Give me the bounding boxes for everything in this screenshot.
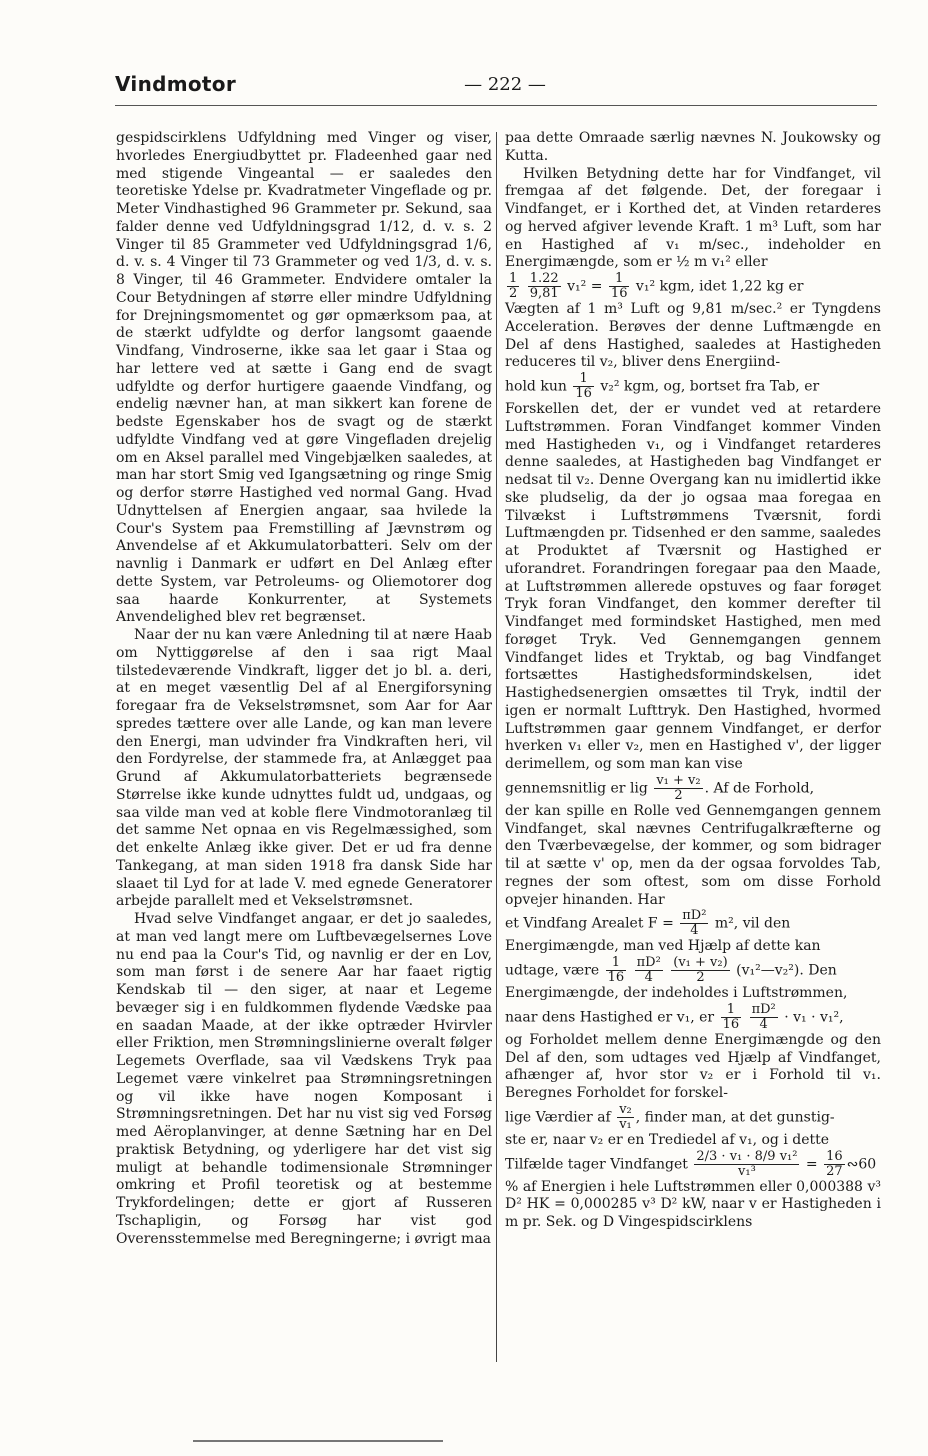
right-column [505, 130, 881, 1232]
fraction: $\frac{1}{16}$ [607, 955, 625, 985]
formula-line [505, 372, 881, 401]
paragraph: og Forholdet mellem denne Energimængde og den Del af den, som udtages ved Hjælp af Vindfanget, afhænger af, hvor stor v₂ er i Forhold til v₁. Beregnes Forholdet for forskel- [505, 1031, 881, 1101]
paragraph: Vægten af 1 m³ Luft og 9,81 m/sec.² er Tyngdens Acceleration. Berøves der denne Luftmængde en Del af dens Hastighed, saaledes at Hastigheden reduceres til v₂, bliver dens Energiind- [505, 301, 881, 371]
formula-text: Tilfælde tager Vindfanget [505, 1156, 688, 1172]
paragraph: Forskellen det, der er vundet ved at retardere Luftstrømmen. Foran Vindfanget kommer Vinden med Hastigheden v₁, og i Vindfanget retarderes denne saaledes, at Hastigheden bag Vindfanget er nedsat til v₂. Denne Overgang kan nu imidlertid ikke ske pludselig, da der jo ogsaa maa foregaa en Tilvækst i Luftstrømmens Tværsnit, fordi Luftmængden pr. Tidsenhed er den samme, saaledes at Produktet af Tværsnit og Hastighed er uforandret. Forandringen foregaar paa den Maade, at Luftstrømmen allerede opstuves og faar forøget Tryk foran Vindfanget, den kommer derefter til Vindfanget med formindsket Hastighed, men med forøget Tryk. Ved Gennemgangen gennem Vindfanget lides et Tryktab, og bag Vindfanget fortsættes Hastighedsformindskelsen, idet Hastighedsenergien omsættes til Tryk, indtil der igen er normalt Lufttryk. Den Hastighed, hvormed Luftstrømmen gaar gennem Vindfanget, er derfor hverken v₁ eller v₂, men en Hastighed v', der ligger derimellem, og som man kan vise [505, 401, 881, 772]
fraction: $\frac{\text{πD²}}{4}$ [751, 1001, 776, 1032]
fraction: $\frac{1}{16}$ [610, 271, 628, 301]
running-title: Vindmotor [115, 72, 236, 96]
formula-line [505, 272, 881, 301]
fraction: $\frac{\text{πD²}}{4}$ [636, 955, 661, 985]
paragraph: Naar der nu kan være Anledning til at nære Haab om Nyttiggørelse af den i saa rigt Maal tilstedeværende Vindkraft, ligger det jo bl. a. deri, at en meget væsentlig Del af al Energiforsyning foregaar fra de Vekselstrømsnet, som Aar for Aar spredes tættere over alle Lande, og kan man levere den Energi, man udvinder fra Vindkraften heri, vil den Fordyrelse, der stammede fra, at Anlægget paa Grund af Akkumulatorbatteriets begrænsede Størrelse ikke kunde udnyttes fuldt ud, undgaas, og saa vilde man ved at koble flere Vindmotoranlæg til det samme Net opnaa en vis Regelmæssighed, som det enkelte Anlæg ikke giver. Det er ud fra denne Tankegang, at man siden 1918 fra dansk Side har slaaet til Lyd for at lade V. med egnede Generatorer arbejde parallelt med et Vekselstrømsnet. [116, 627, 492, 910]
fraction: $\frac{\text{πD²}}{4}$ [682, 908, 707, 939]
footer-rule [193, 1440, 443, 1442]
paragraph: Energimængde, man ved Hjælp af dette kan [505, 938, 821, 955]
header-rule [115, 105, 877, 106]
fraction: $\frac{1}{16}$ [575, 371, 592, 401]
paragraph: gespidscirklens Udfyldning med Vinger og viser, hvorledes Energiudbyttet pr. Fladeenhed gaar ned med stigende Vingeantal — er saaledes den teoretiske Ydelse pr. Kvadratmeter Vingeflade og pr. Meter Vindhastighed 96 Grammeter pr. Sekund, saa falder denne ved Udfyldningsgrad 1/12, d. v. s. 2 Vinger til 85 Grammeter ved Udfyldningsgrad 1/6, d. v. s. 4 Vinger til 73 Grammeter og ved 1/3, d. v. s. 8 Vinger, til 46 Grammeter. Endvidere omtaler la Cour Betydningen af større eller mindre Udfyldning for Drejningsmomentet og gør opmærksom paa, at de stærkt udfyldte og derfor langsomt gaaende Vindfang, Vindroserne, ikke saa let gaar i Staa og har lettere ved at sætte i Gang end de svagt udfyldte og derfor hurtigere gaaende Vindfang, og endelig nævner han, at man sikkert kan forene de bedste Egenskaber hos de svagt og de stærkt udfyldte Vindfang ved at gøre Vingefladen drejelig om en Aksel parallel med Vingebjælken saaledes, at man har stort Smig ved Igangsætning og ringe Smig og derfor større Hastighed ved normal Gang. Hvad Udnyttelsen af Energien angaar, saa hvilede la Cour's System paa Fremstilling af Jævnstrøm og Anvendelse af et Akkumulatorbatteri. Selv om der navnlig i Danmark er udført en Del Anlæg efter dette System, var Petroleums- og Oliemotorer dog saa haarde Konkurrenter, at Systemets Anvendelighed blev ret begrænset. [116, 130, 492, 626]
page-header [115, 72, 877, 104]
formula-text: udtage, være [505, 962, 600, 979]
fraction: $\frac{1}{16}$ [722, 1001, 740, 1032]
fraction: $\frac{\text{(v₁ + v₂)}}{2}$ [673, 955, 728, 985]
paragraph: Energimængde, der indeholdes i Luftstrømmen, [505, 985, 848, 1001]
formula-text: · v₁ · v₁², [784, 1009, 844, 1026]
formula-text: m², vil den [714, 915, 791, 932]
formula-text: et Vindfang Arealet F = [505, 915, 674, 932]
formula-line [505, 774, 881, 803]
formula-text: = [805, 1156, 818, 1172]
fraction: $\frac{\text{v₂}}{\text{v₁}}$ [619, 1101, 632, 1132]
formula-text: v₁² = [567, 278, 603, 295]
formula-line [505, 909, 881, 938]
fraction: $\frac{1}{2}$ [509, 271, 518, 301]
formula-text: hold kun [505, 378, 567, 395]
paragraph: der kan spille en Rolle ved Gennemgangen gennem Vindfanget, skal nævnes Centrifugalkræfterne og den Tværbevægelse, der kommer, og som bidrager til at sætte v' op, men da der ogsaa forvoldes Tab, regnes der som oftest, som om disse Forhold opvejer hinanden. Har [505, 802, 881, 908]
formula-text: , finder man, at det gunstig- [635, 1109, 835, 1126]
formula-text: gennemsnitlig er lig [505, 780, 648, 797]
paragraph: % af Energien i hele Luftstrømmen eller 0,000388 v³ D² HK = 0,000285 v³ D² kW, naar v er Hastigheden i m pr. Sek. og D Vingespidscirklens [505, 1178, 881, 1230]
formula-line [505, 1150, 881, 1179]
paragraph: paa dette Omraade særlig nævnes N. Joukowsky og Kutta. [505, 130, 881, 164]
formula-line [505, 1103, 881, 1132]
formula-text: . Af de Forhold, [704, 780, 815, 797]
formula-text: (v₁²—v₂²). Den [736, 962, 837, 979]
paragraph: ste er, naar v₂ er en Trediedel af v₁, og i dette [505, 1131, 830, 1148]
left-column [116, 130, 492, 1248]
fraction: $\frac{1.22}{9,81}$ [529, 271, 559, 301]
paragraph: Hvad selve Vindfanget angaar, er det jo saaledes, at man ved langt mere om Luftbevægelsernes Love nu end paa la Cour's Tid, og navnlig er der en Lov, som man først i de senere Aar har faaet rigtig Kendskab til — den siger, at naar et Legeme bevæger sig i en fuldkommen flydende Vædske paa en saadan Maade, at der ikke optræder Hvirvler eller Friktion, men Strømningslinierne overalt følger Legemets Overflade, saa vil Vædskens Tryk paa Legemet være vinkelret paa Strømningsretningen og vil ikke have nogen Komposant i Strømningsretningen. Det har nu vist sig ved Forsøg med Aëroplanvinger, at denne Sætning har en Del praktisk Betydning, og yderligere har det vist sig muligt at behandle todimensionale Strømninger omkring et Profil teoretisk og at bestemme Trykfordelingen; dette er gjort af Russeren Tschapligin, og Forsøg har vist god Overensstemmelse med Beregningerne; i øvrigt maa [116, 911, 492, 1247]
fraction: $\frac{\text{2/3 · v₁ · 8/9 v₁²}}{\text{v₁³}}$ [696, 1148, 798, 1179]
formula-text: v₁² kgm, idet 1,22 kg er [635, 278, 804, 295]
column-divider [496, 132, 497, 1362]
formula-text: ∾60 [846, 1156, 877, 1172]
formula-text: lige Værdier af [505, 1109, 611, 1126]
formula-text: naar dens Hastighed er v₁, er [505, 1009, 715, 1026]
formula-text: v₂² kgm, og, bortset fra Tab, er [600, 378, 820, 395]
page-number: — 222 — [464, 74, 546, 95]
fraction: $\frac{16}{27}$ [826, 1148, 843, 1179]
formula-line [505, 956, 881, 985]
formula-line [505, 1003, 881, 1032]
fraction: $\frac{\text{v₁ + v₂}}{2}$ [656, 772, 701, 803]
paragraph: Hvilken Betydning dette har for Vindfanget, vil fremgaa af det følgende. Det, der foregaar i Vindfanget, er i Korthed det, at Vinden retarderes og herved afgiver levende Kraft. 1 m³ Luft, som har en Hastighed af v₁ m/sec., indeholder en Energimængde, som er ½ m v₁² eller [505, 165, 881, 271]
